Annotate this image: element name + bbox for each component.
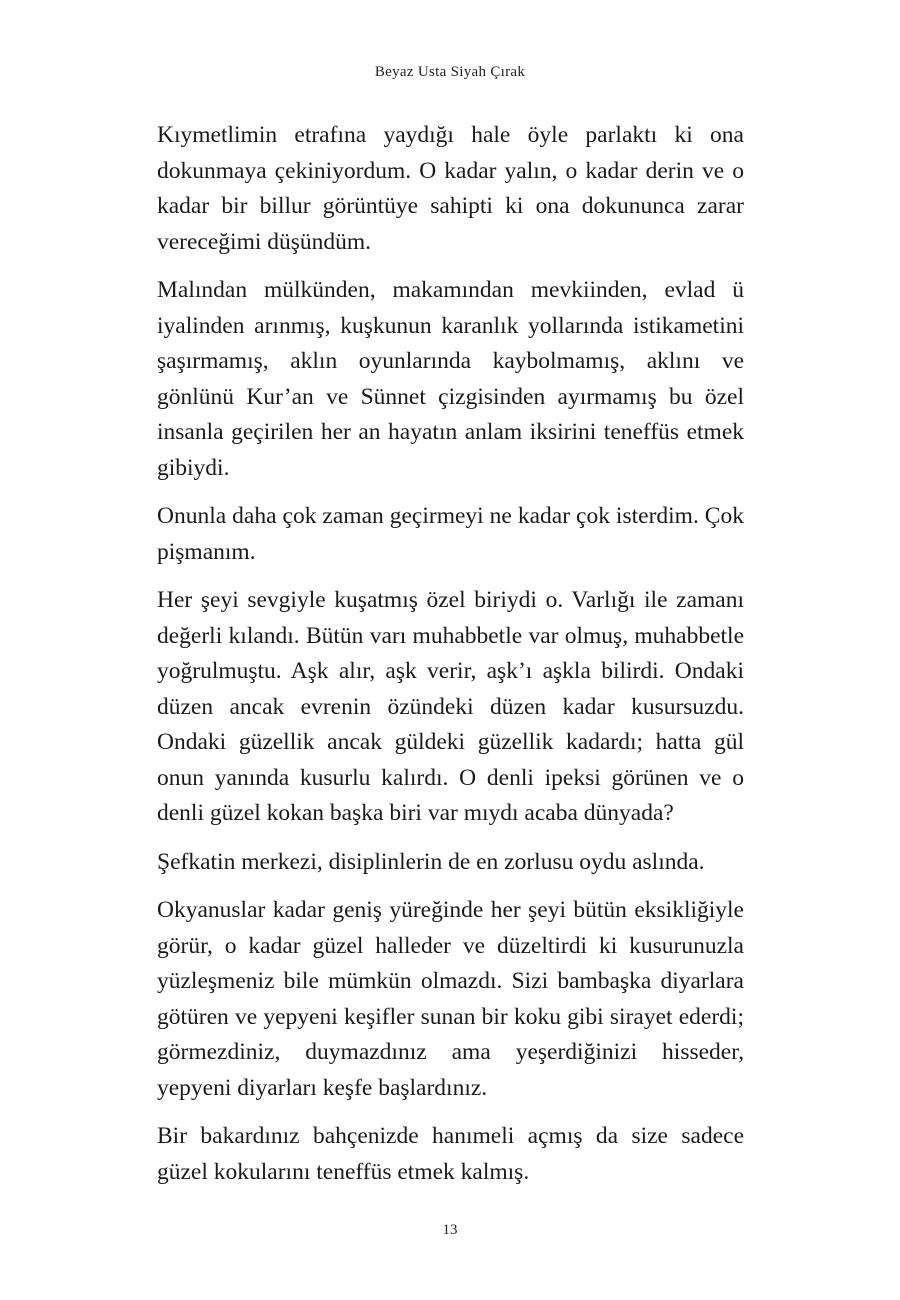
paragraph: Şefkatin merkezi, disiplinlerin de en zorlusu oydu aslında. bbox=[157, 848, 705, 875]
body-text bbox=[157, 118, 744, 1203]
paragraph: Bir bakardınız bahçenizde hanımeli açmış da size sadece güzel kokularını teneffüs etmek kalmış. bbox=[157, 1123, 744, 1185]
paragraph: Onunla daha çok zaman geçirmeyi ne kadar çok isterdim. Çok pişmanım. bbox=[157, 503, 744, 565]
paragraph: Her şeyi sevgiyle kuşatmış özel biriydi o. Varlığı ile zamanı değerli kılandı. Bütün varı muhabbetle var olmuş, muhabbetle yoğrulmuştu. Aşk alır, aşk verir, aşk’ı aşkla bilirdi. Ondaki düzen ancak evrenin özündeki düzen kadar kusursuzdu. Ondaki güzellik ancak güldeki güzellik kadardı; hatta gül onun yanında kusurlu kalırdı. O denli ipeksi görünen ve o denli güzel kokan başka biri var mıydı acaba dünyada? bbox=[157, 587, 744, 826]
page-number: 13 bbox=[442, 1222, 458, 1238]
paragraph: Malından mülkünden, makamından mevkiinden, evlad ü iyalinden arınmış, kuşkunun karanlık yollarında istikametini şaşırmamış, aklın oyunlarında kaybolmamış, aklını ve gönlünü Kur’an ve Sünnet çizgisinden ayırmamış bu özel insanla geçirilen her an hayatın anlam iksirini teneffüs etmek gibiydi. bbox=[157, 277, 744, 481]
paragraph: Kıymetlimin etrafına yaydığı hale öyle parlaktı ki ona dokunmaya çekiniyordum. O kadar yalın, o kadar derin ve o kadar bir billur görüntüye sahipti ki ona dokununca zarar vereceğimi düşündüm. bbox=[157, 122, 744, 255]
paragraph: Okyanuslar kadar geniş yüreğinde her şeyi bütün eksikliğiyle görür, o kadar güzel halleder ve düzeltirdi ki kusurunuzla yüzleşmeniz bile mümkün olmazdı. Sizi bambaşka diyarlara götüren ve yepyeni keşifler sunan bir koku gibi sirayet ederdi; görmezdiniz, duymazdınız ama yeşerdiğinizi hisseder, yepyeni diyarları keşfe başlardınız. bbox=[157, 897, 744, 1101]
running-header: Beyaz Usta Siyah Çırak bbox=[374, 64, 526, 80]
